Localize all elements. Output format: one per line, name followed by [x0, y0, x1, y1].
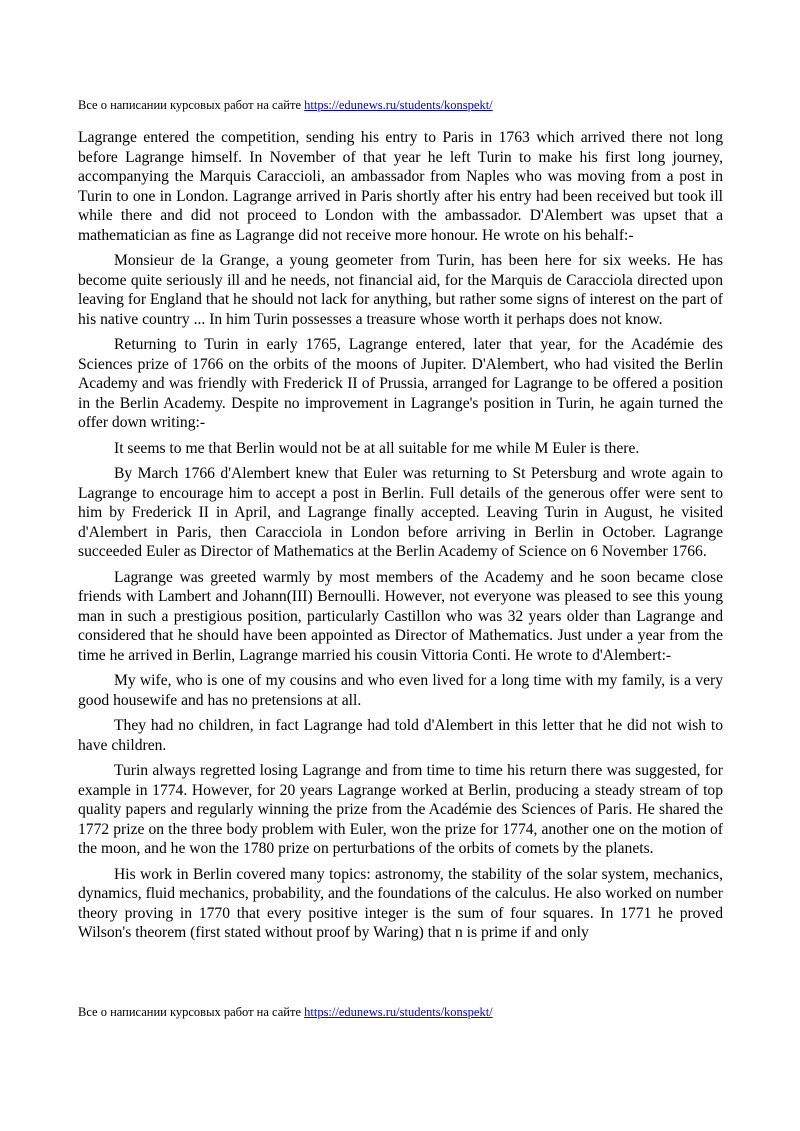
footer-text: Все о написании курсовых работ на сайте: [78, 1005, 305, 1019]
header-text: Все о написании курсовых работ на сайте: [78, 98, 305, 112]
header-link[interactable]: https://edunews.ru/students/konspekt/: [304, 98, 493, 112]
quote-paragraph: Monsieur de la Grange, a young geometer from Turin, has been here for six weeks. He has become quite seriously ill and he needs, not financial aid, for the Marquis de Caracciola directed upon leaving for England that he should not lack for anything, but rather some signs of interest on the part of his native country ... In him Turin possesses a treasure whose worth it perhaps does not know.: [78, 252, 723, 328]
paragraph: Lagrange was greeted warmly by most members of the Academy and he soon became close friends with Lambert and Johann(III) Bernoulli. However, not everyone was pleased to see this young man in such a prestigious position, particularly Castillon who was 32 years older than Lagrange and considered that he should have been appointed as Director of Mathematics. Just under a year from the time he arrived in Berlin, Lagrange married his cousin Vittoria Conti. He wrote to d'Alembert:-: [78, 568, 723, 664]
paragraph: Returning to Turin in early 1765, Lagrange entered, later that year, for the Académie des Sciences prize of 1766 on the orbits of the moons of Jupiter. D'Alembert, who had visited the Berlin Academy and was friendly with Frederick II of Prussia, arranged for Lagrange to be offered a position in the Berlin Academy. Despite no improvement in Lagrange's position in Turin, he again turned the offer down writing:-: [78, 336, 723, 431]
document-body: [78, 128, 723, 949]
paragraph: Turin always regretted losing Lagrange and from time to time his return there was suggested, for example in 1774. However, for 20 years Lagrange worked at Berlin, producing a steady stream of top quality papers and regularly winning the prize from the Académie des Sciences of Paris. He shared the 1772 prize on the three body problem with Euler, won the prize for 1774, another one on the motion of the moon, and he won the 1780 prize on perturbations of the orbits of comets by the planets.: [78, 762, 723, 857]
paragraph: His work in Berlin covered many topics: astronomy, the stability of the solar system, mechanics, dynamics, fluid mechanics, probability, and the foundations of the calculus. He also worked on number theory proving in 1770 that every positive integer is the sum of four squares. In 1771 he proved Wilson's theorem (first stated without proof by Waring) that n is prime if and only: [78, 865, 723, 941]
paragraph: By March 1766 d'Alembert knew that Euler was returning to St Petersburg and wrote again to Lagrange to encourage him to accept a post in Berlin. Full details of the generous offer were sent to him by Frederick II in April, and Lagrange finally accepted. Leaving Turin in August, he visited d'Alembert in Paris, then Caracciola in London before arriving in Berlin in October. Lagrange succeeded Euler as Director of Mathematics at the Berlin Academy of Science on 6 November 1766.: [78, 465, 723, 560]
paragraph: Lagrange entered the competition, sending his entry to Paris in 1763 which arrived there not long before Lagrange himself. In November of that year he left Turin to make his first long journey, accompanying the Marquis Caraccioli, an ambassador from Naples who was moving from a post in Turin to one in London. Lagrange arrived in Paris shortly after his entry had been received but took ill while there and did not proceed to London with the ambassador. D'Alembert was upset that a mathematician as fine as Lagrange did not receive more honour. He wrote on his behalf:-: [78, 129, 723, 244]
quote-paragraph: My wife, who is one of my cousins and who even lived for a long time with my family, is a very good housewife and has no pretensions at all.: [78, 672, 723, 709]
quote-paragraph: It seems to me that Berlin would not be at all suitable for me while M Euler is there.: [114, 439, 640, 457]
page-header: [78, 97, 493, 113]
page-footer: [78, 1004, 493, 1020]
footer-link[interactable]: https://edunews.ru/students/konspekt/: [304, 1005, 493, 1019]
paragraph: They had no children, in fact Lagrange had told d'Alembert in this letter that he did not wish to have children.: [78, 717, 723, 754]
